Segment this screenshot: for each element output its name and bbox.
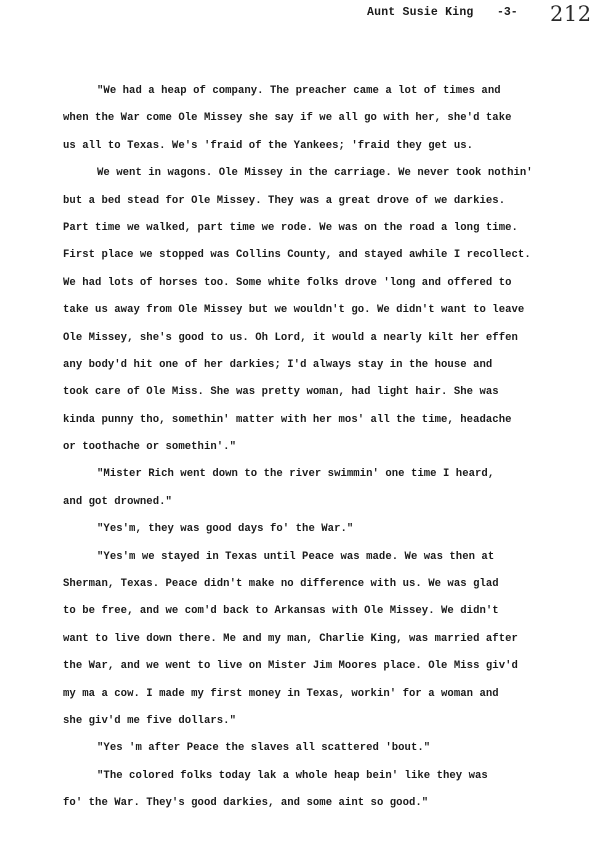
text-line: fo' the War. They's good darkies, and some aint so good." [63, 797, 429, 810]
text-line: my ma a cow. I made my first money in Texas, workin' for a woman and [63, 687, 499, 700]
text-line: Part time we walked, part time we rode. We was on the road a long time. [63, 221, 518, 234]
text-line: Ole Missey, she's good to us. Oh Lord, it would a nearly kilt her effen [63, 331, 518, 344]
text-line: she giv'd me five dollars." [63, 714, 236, 727]
text-line: when the War come Ole Missey she say if we all go with her, she'd take [63, 112, 512, 125]
text-line: and got drowned." [63, 495, 172, 508]
text-line: want to live down there. Me and my man, Charlie King, was married after [63, 632, 518, 645]
text-line: or toothache or somethin'." [63, 441, 236, 454]
text-line: "Mister Rich went down to the river swimmin' one time I heard, [97, 468, 495, 481]
text-line: kinda punny tho, somethin' matter with her mos' all the time, headache [63, 413, 512, 426]
header-page-number: -3- [497, 6, 518, 19]
header-name: Aunt Susie King [367, 6, 474, 19]
text-line: We went in wagons. Ole Missey in the carriage. We never took nothin' [97, 167, 533, 180]
text-line: "Yes'm, they was good days fo' the War." [97, 523, 354, 536]
text-line: but a bed stead for Ole Missey. They was a great drove of we darkies. [63, 194, 506, 207]
text-line: took care of Ole Miss. She was pretty woman, had light hair. She was [63, 386, 499, 399]
text-line: to be free, and we com'd back to Arkansas with Ole Missey. We didn't [63, 605, 499, 618]
text-line: the War, and we went to live on Mister Jim Moores place. Ole Miss giv'd [63, 660, 518, 673]
page-stamp-number: 212 [550, 2, 592, 26]
text-line: "We had a heap of company. The preacher came a lot of times and [97, 85, 501, 97]
text-line: "Yes'm we stayed in Texas until Peace was made. We was then at [97, 550, 495, 563]
text-line: take us away from Ole Missey but we wouldn't go. We didn't want to leave [63, 304, 525, 317]
text-line: "The colored folks today lak a whole heap bein' like they was [97, 769, 488, 782]
text-line: We had lots of horses too. Some white folks drove 'long and offered to [63, 276, 512, 289]
transcript-body [63, 82, 563, 822]
text-line: "Yes 'm after Peace the slaves all scattered 'bout." [97, 742, 431, 755]
text-line: any body'd hit one of her darkies; I'd always stay in the house and [63, 358, 493, 371]
text-line: Sherman, Texas. Peace didn't make no difference with us. We was glad [63, 578, 499, 591]
text-line: First place we stopped was Collins County, and stayed awhile I recollect. [63, 249, 531, 262]
text-line: us all to Texas. We's 'fraid of the Yankees; 'fraid they get us. [63, 139, 474, 152]
